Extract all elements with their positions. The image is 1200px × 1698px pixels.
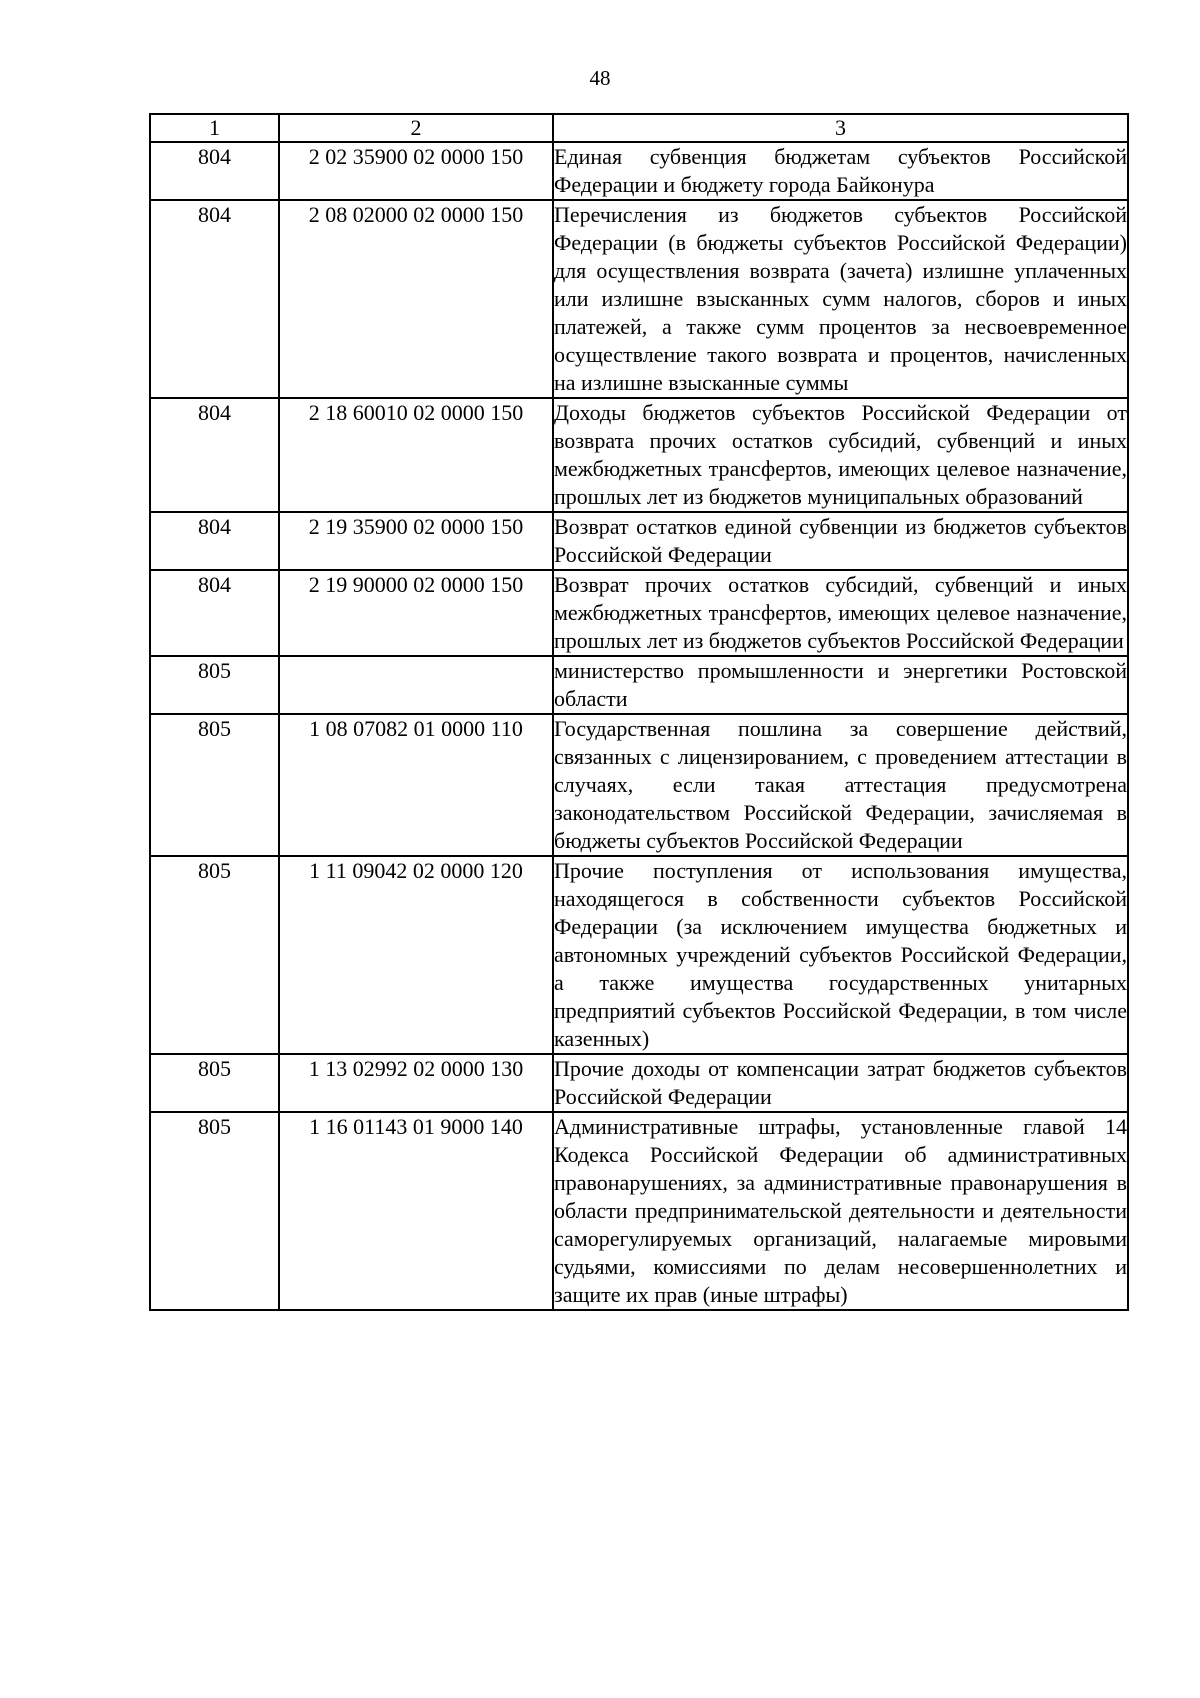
budget-code-cell: 1 16 01143 01 9000 140 [279,1112,553,1310]
table-row [150,200,1128,398]
income-name-cell: министерство промышленности и энергетики Ростовской области [553,656,1128,714]
table-row [150,512,1128,570]
budget-code-cell: 1 11 09042 02 0000 120 [279,856,553,1054]
table-row [150,856,1128,1054]
budget-code-cell: 2 19 90000 02 0000 150 [279,570,553,656]
admin-code-cell: 805 [150,714,279,856]
table-row [150,714,1128,856]
admin-code-cell: 804 [150,512,279,570]
income-name-cell: Прочие поступления от использования имущества, находящегося в собственности субъектов Российской Федерации (за исключением имущества бюджетных и автономных учреждений субъектов Российской Федерации, а также имущества государственных унитарных предприятий субъектов Российской Федерации, в том числе казенных) [553,856,1128,1054]
budget-code-cell: 2 02 35900 02 0000 150 [279,142,553,200]
table-row [150,656,1128,714]
admin-code-cell: 805 [150,1054,279,1112]
table-row [150,398,1128,512]
income-name-cell: Возврат остатков единой субвенции из бюджетов субъектов Российской Федерации [553,512,1128,570]
budget-classification-table [149,113,1129,1311]
income-name-cell: Перечисления из бюджетов субъектов Российской Федерации (в бюджеты субъектов Российской Федерации) для осуществления возврата (зачета) излишне уплаченных или излишне взысканных сумм налогов, сборов и иных платежей, а также сумм процентов за несвоевременное осуществление такого возврата и процентов, начисленных на излишне взысканные суммы [553,200,1128,398]
income-name-cell: Прочие доходы от компенсации затрат бюджетов субъектов Российской Федерации [553,1054,1128,1112]
admin-code-cell: 804 [150,398,279,512]
table-row [150,570,1128,656]
income-name-cell: Административные штрафы, установленные главой 14 Кодекса Российской Федерации об административных правонарушениях, за административные правонарушения в области предпринимательской деятельности и деятельности саморегулируемых организаций, налагаемые мировыми судьями, комиссиями по делам несовершеннолетних и защите их прав (иные штрафы) [553,1112,1128,1310]
table-row [150,142,1128,200]
column-header-3: 3 [553,114,1128,142]
admin-code-cell: 805 [150,656,279,714]
income-name-cell: Возврат прочих остатков субсидий, субвенций и иных межбюджетных трансфертов, имеющих целевое назначение, прошлых лет из бюджетов субъектов Российской Федерации [553,570,1128,656]
column-header-1: 1 [150,114,279,142]
budget-code-cell: 1 13 02992 02 0000 130 [279,1054,553,1112]
budget-code-cell: 2 19 35900 02 0000 150 [279,512,553,570]
income-name-cell: Единая субвенция бюджетам субъектов Российской Федерации и бюджету города Байконура [553,142,1128,200]
income-name-cell: Доходы бюджетов субъектов Российской Федерации от возврата прочих остатков субсидий, субвенций и иных межбюджетных трансфертов, имеющих целевое назначение, прошлых лет из бюджетов муниципальных образований [553,398,1128,512]
budget-code-cell: 2 08 02000 02 0000 150 [279,200,553,398]
income-name-cell: Государственная пошлина за совершение действий, связанных с лицензированием, с проведением аттестации в случаях, если такая аттестация предусмотрена законодательством Российской Федерации, зачисляемая в бюджеты субъектов Российской Федерации [553,714,1128,856]
admin-code-cell: 804 [150,200,279,398]
budget-code-cell: 2 18 60010 02 0000 150 [279,398,553,512]
admin-code-cell: 805 [150,856,279,1054]
page-number: 48 [589,66,611,90]
table-row [150,1054,1128,1112]
admin-code-cell: 804 [150,570,279,656]
admin-code-cell: 804 [150,142,279,200]
table-header-row [150,114,1128,142]
budget-code-cell [279,656,553,714]
budget-code-cell: 1 08 07082 01 0000 110 [279,714,553,856]
admin-code-cell: 805 [150,1112,279,1310]
table-row [150,1112,1128,1310]
column-header-2: 2 [279,114,553,142]
